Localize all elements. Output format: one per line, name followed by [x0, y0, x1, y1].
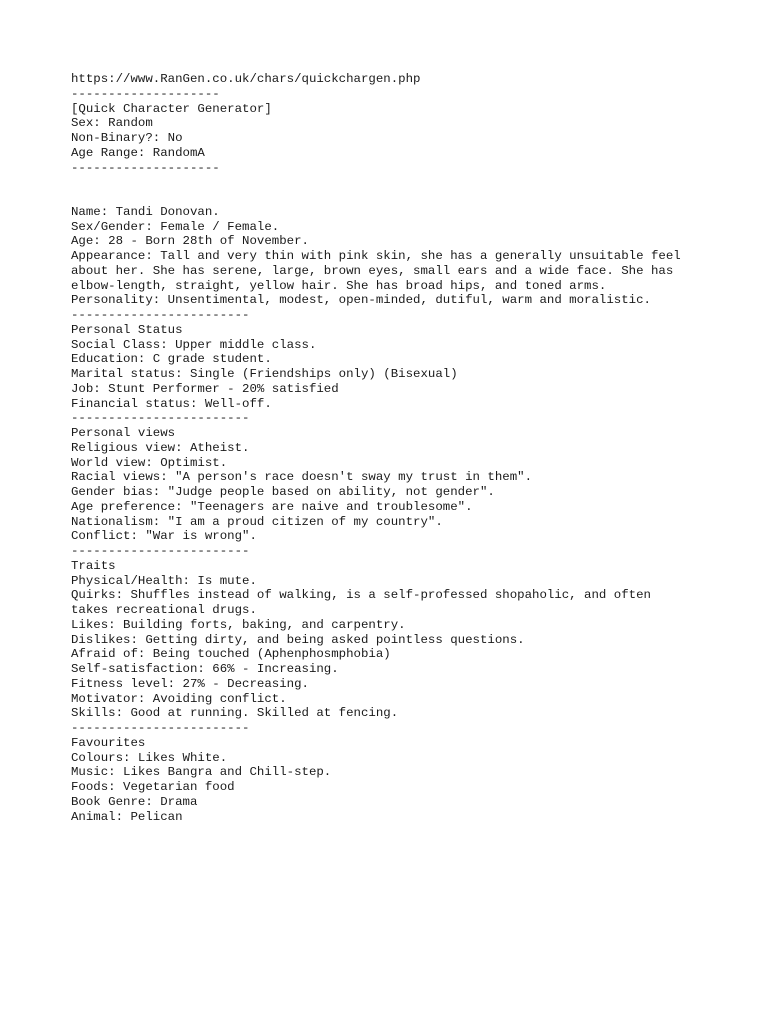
section-heading-favourites: Favourites	[71, 735, 146, 750]
fitness-level-line: Fitness level: 27% - Decreasing.	[71, 676, 309, 691]
character-sex-gender: Sex/Gender: Female / Female.	[71, 219, 280, 234]
foods-line: Foods: Vegetarian food	[71, 780, 235, 794]
quirks-line: takes recreational drugs.	[71, 603, 257, 617]
character-name: Name: Tandi Donovan.	[71, 204, 220, 219]
marital-status-line: Marital status: Single (Friendships only) (Bisexual)	[71, 367, 458, 381]
motivator-line: Motivator: Avoiding conflict.	[71, 691, 287, 706]
age-preference-line: Age preference: "Teenagers are naive and troublesome".	[71, 499, 473, 514]
dislikes-line: Dislikes: Getting dirty, and being asked pointless questions.	[71, 632, 525, 647]
separator: ------------------------	[71, 721, 250, 735]
animal-line: Animal: Pelican	[71, 809, 183, 824]
section-heading-personal-views: Personal views	[71, 426, 176, 440]
racial-views-line: Racial views: "A person's race doesn't sway my trust in them".	[71, 470, 533, 485]
conflict-line: Conflict: "War is wrong".	[71, 529, 257, 544]
nationalism-line: Nationalism: "I am a proud citizen of my country".	[71, 514, 443, 529]
appearance-line: about her. She has serene, large, brown eyes, small ears and a wide face. She has	[71, 263, 674, 278]
personality-line: Personality: Unsentimental, modest, open-minded, dutiful, warm and moralistic.	[71, 293, 651, 308]
source-url: https://www.RanGen.co.uk/chars/quickchargen.php	[71, 72, 421, 86]
education-line: Education: C grade student.	[71, 352, 272, 367]
section-heading-traits: Traits	[71, 558, 116, 573]
separator: ------------------------	[71, 544, 250, 558]
blank-line	[71, 175, 711, 190]
afraid-of-line: Afraid of: Being touched (Aphenphosmphobia)	[71, 647, 391, 662]
physical-health-line: Physical/Health: Is mute.	[71, 573, 257, 588]
section-heading-personal-status: Personal Status	[71, 322, 183, 337]
document-body	[71, 72, 711, 824]
world-view-line: World view: Optimist.	[71, 455, 228, 470]
setting-sex: Sex: Random	[71, 116, 153, 131]
appearance-line: elbow-length, straight, yellow hair. She has broad hips, and toned arms.	[71, 278, 607, 293]
quirks-line: Quirks: Shuffles instead of walking, is a self-professed shopaholic, and often	[71, 588, 651, 603]
social-class-line: Social Class: Upper middle class.	[71, 337, 317, 352]
colours-line: Colours: Likes White.	[71, 750, 228, 765]
character-age: Age: 28 - Born 28th of November.	[71, 234, 309, 249]
generator-heading: [Quick Character Generator]	[71, 101, 272, 116]
financial-status-line: Financial status: Well-off.	[71, 396, 272, 411]
blank-line	[71, 190, 711, 205]
likes-line: Likes: Building forts, baking, and carpentry.	[71, 617, 406, 632]
religious-view-line: Religious view: Atheist.	[71, 440, 250, 455]
self-satisfaction-line: Self-satisfaction: 66% - Increasing.	[71, 662, 339, 676]
setting-age-range: Age Range: RandomA	[71, 145, 205, 160]
gender-bias-line: Gender bias: "Judge people based on ability, not gender".	[71, 485, 495, 499]
setting-non-binary: Non-Binary?: No	[71, 131, 183, 145]
separator: ------------------------	[71, 411, 250, 426]
book-genre-line: Book Genre: Drama	[71, 794, 198, 809]
job-line: Job: Stunt Performer - 20% satisfied	[71, 381, 339, 396]
separator: --------------------	[71, 86, 220, 101]
separator: ------------------------	[71, 308, 250, 322]
skills-line: Skills: Good at running. Skilled at fencing.	[71, 706, 399, 721]
appearance-line: Appearance: Tall and very thin with pink skin, she has a generally unsuitable feel	[71, 249, 681, 263]
music-line: Music: Likes Bangra and Chill-step.	[71, 765, 332, 780]
separator: --------------------	[71, 160, 220, 175]
